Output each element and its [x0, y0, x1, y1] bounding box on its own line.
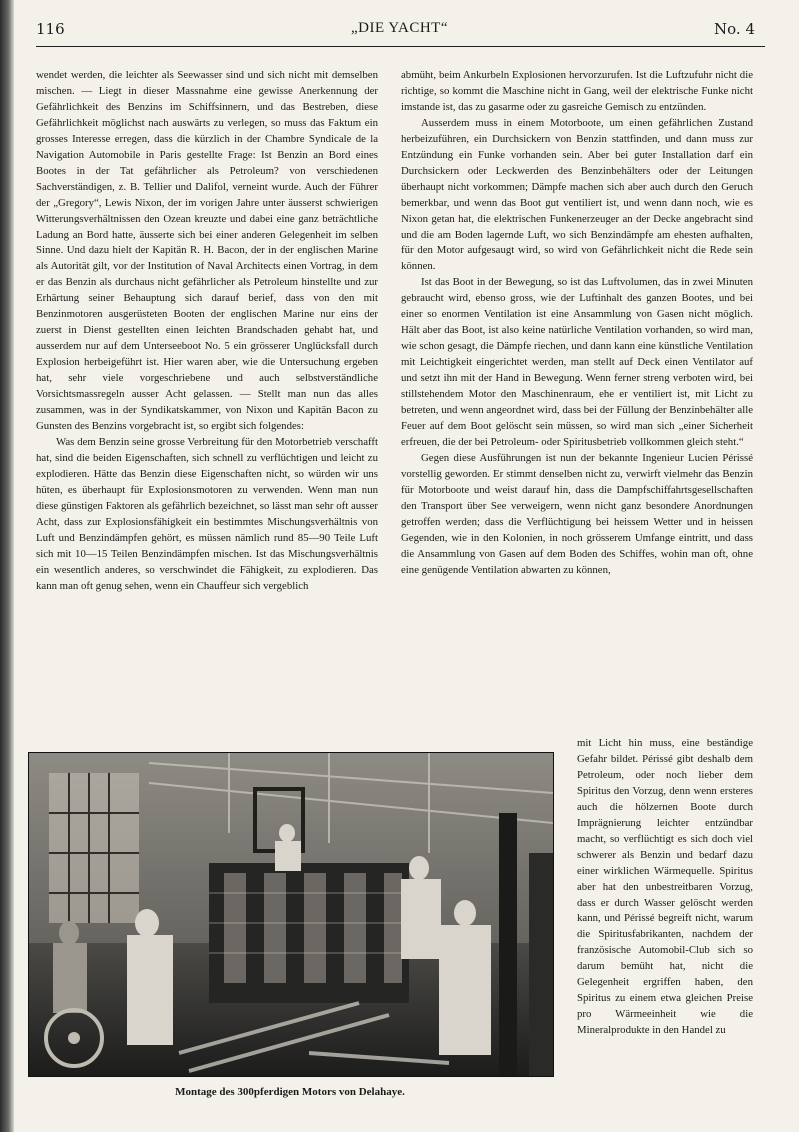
page-number: 116	[36, 20, 65, 38]
paragraph: mit Licht hin muss, eine beständige Gefahr bildet. Périssé gibt deshalb dem Petroleum, oder noch lieber dem Spiritus den Vorzug, denn wenn ersteres auch die hölzernen Boote durch Imprägnierung leichter entzündbar macht, so verflüchtigt es sich doch viel schwerer als Benzin und bedarf dazu einer wirklichen Wärmequelle. Spiritus aber hat den unbestreitbaren Vorzug, dass er durch Wasser gelöscht werden kann, und Périssé begreift nicht, warum die Spiritusfabrikanten, nachdem der französische Automobil-Club sich so darum bemüht hat, nicht die Gelegenheit ergriffen haben, den Spiritus zu einem etwa gleichen Preise pro Wärmeeinheit wie die Mineralprodukte in den Handel zu	[577, 737, 753, 1037]
left-column	[36, 68, 378, 594]
paragraph: abmüht, beim Ankurbeln Explosionen hervorzurufen. Ist die Luftzufuhr nicht die richtige, so kommt die Maschine nicht in Gang, weil der elektrische Funke nicht imstande ist, das zu gasarme oder zu gasreiche Gemisch zu entzünden.	[401, 69, 753, 113]
journal-title: „DIE YACHT“	[350, 20, 448, 36]
paragraph: Gegen diese Ausführungen ist nun der bekannte Ingenieur Lucien Périssé vorstellig geworden. Er stimmt denselben nicht zu, verwirft vielmehr das Benzin für Motorboote und weist darauf hin, dass die Dampfschiffahrtsgesellschaften den Transport über See verweigern, wenn nicht ganz besondere Anordnungen getroffen werden; dass die Verflüchtigung bei heissem Wetter und in heissen Gegenden, wie in den Kolonien, in noch grösserem Umfange eintritt, und dass die Ansammlung von Gasen auf dem Boden des Schiffes, wohin man oft, ohne eine genügende Ventilation abwarten zu können,	[401, 451, 753, 576]
engine-assembly-photo	[29, 753, 553, 1076]
paragraph: Ausserdem muss in einem Motorboote, um einen gefährlichen Zustand herbeizuführen, ein Durchsickern von Benzin stattfinden, und dann muss zur Entzündung ein Funke vorhanden sein. Aber bei guter Installation darf ein Durchsickern oder Leckwerden des Benzinbehälters oder der Leitungen überhaupt nicht vorkommen; Dämpfe machen sich aber auch durch den Geruch bemerkbar, und wenn das Boot gut ventiliert ist, und wenn dann noch, wie es Nixon getan hat, die elektrischen Funkenerzeuger an der Decke angebracht sind und die am Boden lagernde Luft, wo sich Benzindämpfe am ehesten aufhalten, für den Motor aufgesaugt wird, so wird von Gefährlichkeit nicht die Rede sein können.	[401, 116, 753, 273]
paragraph: Was dem Benzin seine grosse Verbreitung für den Motorbetrieb verschafft hat, sind die beiden Eigenschaften, sich schnell zu verflüchtigen und leicht zu explodieren. Hätte das Benzin diese Eigenschaften nicht, so würden wir uns hüten, es überhaupt für Explosionsmotoren zu verwenden. Wenn man nun diese günstigen Faktoren als gefährlich bezeichnet, so lässt man sehr oft ausser Acht, dass zur Explosionsfähigkeit ein bestimmtes Mischungsverhältnis von Luft und Benzindämpfen gehört, es müssen nämlich rund 85—90 Teile Luft sich mit 10—15 Teilen Benzindämpfen mischen. Ist das Mischungsverhältnis ein wesentlich anderes, so verschwindet die Fähigkeit, zu explodieren. Das kann man oft genug sehen, wenn ein Chauffeur sich vergeblich	[36, 435, 378, 592]
paragraph: wendet werden, die leichter als Seewasser sind und sich nicht mit demselben mischen. — Liegt in dieser Massnahme eine gewisse Anerkennung der Gefährlichkeit des Benzins im Schiffsinnern, und das Bestreben, diese Gefährlichkeit möglichst nach auswärts zu verlegen, so muss das Faktum ein grosses Interesse erregen, dass die kürzlich in der Chambre Syndicale de la Navigation Automobile in Paris gestellte Frage: Ist Benzin an Bord eines Bootes in der Tat gefährlicher als Petroleum? von verschiedenen Sachverständigen, z. B. Tellier und Dalifol, verneint wurde. Auch der Führer der „Gregory“, Lewis Nixon, der im vorigen Jahre unter äusserst schwierigen Witterungsverhältnissen den Ozean kreuzte und dabei eine ganz beträchtliche Ladung an Bord hatte, äusserte sich bei einer anderen Gelegenheit im selben Sinne. Und dazu hielt der Kapitän R. H. Bacon, der in der englischen Marine als Autorität gilt, vor der Institution of Naval Architects einen Vortrag, in dem er das Benzin als durchaus nicht gefährlicher als Petroleum hinstellte und zur Erhärtung seiner Behauptung sich darauf berief, dass von den mit Benzinmotoren ausgerüsteten Booten der englischen Marine nur eins der zuerst in Dienst gestellten einen leichten Brandschaden gehabt hat, und ausserdem nur auf dem Unterseeboot No. 5 ein grösserer Unglücksfall durch Explosion herbeigeführt ist. Hier waren aber, wie die Untersuchung ergeben hat, sehr viele vorgeschriebene und auch selbstverständliche Vorsichtsmassregeln ausser Acht gelassen. — Stellt man nun das alles zusammen, was in der Syndikatskammer, von Nixon und Kapitän Bacon zu Gunsten des Benzins vorgebracht ist, so ergibt sich folgendes:	[36, 69, 378, 432]
right-column	[401, 68, 753, 579]
photo-caption: Montage des 300pferdigen Motors von Delahaye.	[175, 1086, 405, 1098]
workshop-photo	[28, 752, 554, 1077]
narrow-column	[577, 736, 753, 1039]
issue-number: No. 4	[714, 20, 755, 38]
paragraph: Ist das Boot in der Bewegung, so ist das Luftvolumen, das in zwei Minuten gebraucht wird, ebenso gross, wie der Luftinhalt des ganzen Bootes, und bei einer so enormen Ventilation ist eine Ansammlung von Gasen nicht möglich. Hält aber das Boot, ist also keine natürliche Ventilation vorhanden, so wird man, wie schon gesagt, die Dämpfe riechen, und dann kann eine künstliche Ventilation mit Leichtigkeit eingerichtet werden, man stellt auf Deck einen Ventilator auf und setzt ihn mit der Hand in Bewegung. Wenn ferner streng verboten wird, bei stillstehendem Motor den Maschinenraum, ehe er ventiliert ist, mit Licht zu betreten, und wenn angeordnet wird, dass bei der Füllung der Benzinbehälter alle Feuer auf dem Boot gelöscht sein müssen, so wird man sich „einer Sicherheit erfreuen, die der bei Petroleum- oder Spiritusbetrieb vollkommen gleich steht.“	[401, 276, 753, 448]
book-spine-shadow	[0, 0, 14, 1132]
header-rule	[36, 46, 765, 47]
